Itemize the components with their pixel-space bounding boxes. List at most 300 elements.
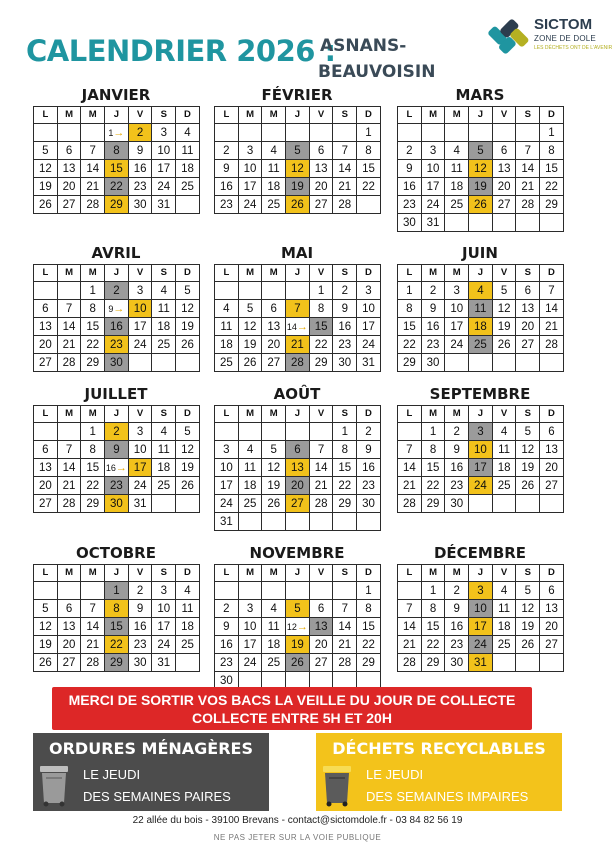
weekday-header: V (128, 107, 152, 124)
day-cell: 29 (421, 654, 445, 672)
day-cell: 7 (333, 142, 357, 160)
weekday-header: J (105, 406, 129, 423)
shift-arrow-icon: → (296, 620, 308, 633)
empty-cell (333, 124, 357, 142)
empty-cell (469, 124, 493, 142)
day-cell: 11 (492, 600, 516, 618)
day-cell: 14 (57, 459, 81, 477)
month-name: OCTOBRE (76, 544, 156, 562)
day-cell: 8 (309, 300, 333, 318)
weekday-header: D (357, 265, 381, 282)
day-cell: 7 (286, 300, 310, 318)
day-cell: 24 (128, 477, 152, 495)
recyclables-day: LE JEUDI (366, 767, 424, 782)
weekday-header: M (262, 265, 286, 282)
day-cell: 25 (262, 654, 286, 672)
day-cell: 25 (152, 477, 176, 495)
day-cell: 6 (309, 600, 333, 618)
day-cell: 17 (445, 318, 469, 336)
day-cell: 26 (262, 495, 286, 513)
day-cell: 23 (105, 336, 129, 354)
month-table (33, 564, 200, 672)
day-cell: 25 (262, 196, 286, 214)
day-cell: 31 (469, 654, 493, 672)
weekday-header: M (445, 265, 469, 282)
day-cell: 18 (445, 178, 469, 196)
day-cell: 5 (34, 600, 58, 618)
month-table (214, 405, 381, 531)
day-cell: 1 (105, 582, 129, 600)
day-cell: 27 (34, 354, 58, 372)
day-cell: 22 (357, 178, 381, 196)
day-cell: 8 (105, 142, 129, 160)
weekday-header: S (333, 565, 357, 582)
empty-cell (540, 495, 564, 513)
day-cell: 27 (309, 654, 333, 672)
day-cell: 28 (333, 654, 357, 672)
day-cell: 8 (333, 441, 357, 459)
day-cell: 21 (540, 318, 564, 336)
day-cell: 16 (128, 618, 152, 636)
logo-subtitle: ZONE DE DOLE (534, 34, 596, 43)
day-cell: 29 (81, 354, 105, 372)
day-cell: 8 (398, 300, 422, 318)
day-cell: 6 (57, 600, 81, 618)
day-cell: 28 (333, 196, 357, 214)
day-cell: 17 (152, 618, 176, 636)
day-cell: 25 (469, 336, 493, 354)
day-cell: 20 (286, 477, 310, 495)
day-cell: 2 (215, 600, 239, 618)
weekday-header: M (421, 107, 445, 124)
day-cell: 4 (469, 282, 493, 300)
day-cell: 1 (357, 124, 381, 142)
month-calendar (214, 85, 380, 214)
weekday-header: M (421, 265, 445, 282)
day-cell: 12 (34, 160, 58, 178)
empty-cell (445, 124, 469, 142)
day-cell: 23 (128, 636, 152, 654)
day-cell: 24 (152, 178, 176, 196)
empty-cell (152, 354, 176, 372)
day-cell: 15 (333, 459, 357, 477)
day-cell: 18 (238, 477, 262, 495)
empty-cell (152, 495, 176, 513)
day-cell: 30 (357, 495, 381, 513)
day-cell: 19 (516, 618, 540, 636)
day-cell: 11 (215, 318, 239, 336)
day-cell: 9 (128, 142, 152, 160)
day-cell: 22 (309, 336, 333, 354)
empty-cell (34, 582, 58, 600)
day-cell: 11 (238, 459, 262, 477)
day-cell: 1 (421, 582, 445, 600)
empty-cell (238, 582, 262, 600)
day-cell: 15 (105, 618, 129, 636)
month-table (214, 564, 381, 690)
month-table (397, 405, 564, 513)
day-cell: 2 (128, 582, 152, 600)
weekday-header: V (309, 107, 333, 124)
day-cell: 14 (333, 160, 357, 178)
day-cell: 13 (34, 459, 58, 477)
weekday-header: J (469, 265, 493, 282)
day-cell: 26 (516, 636, 540, 654)
weekday-header: L (398, 565, 422, 582)
day-cell: 31 (152, 654, 176, 672)
day-cell: 20 (57, 636, 81, 654)
day-cell: 10 (128, 441, 152, 459)
day-cell: 13 (286, 459, 310, 477)
weekday-header: M (57, 107, 81, 124)
day-cell: 21 (57, 336, 81, 354)
weekday-header: L (398, 265, 422, 282)
day-cell: 18 (152, 459, 176, 477)
day-cell: 3 (421, 142, 445, 160)
empty-cell (357, 196, 381, 214)
month-name: FÉVRIER (261, 86, 333, 104)
empty-cell (398, 423, 422, 441)
day-cell: 21 (286, 336, 310, 354)
day-cell: 8 (81, 300, 105, 318)
grey-bin-icon (37, 763, 71, 807)
weekday-header: V (128, 565, 152, 582)
day-cell: 3 (215, 441, 239, 459)
day-cell: 29 (105, 654, 129, 672)
empty-cell (262, 423, 286, 441)
empty-cell (81, 124, 105, 142)
weekday-header: D (540, 565, 564, 582)
day-cell: 25 (215, 354, 239, 372)
day-cell: 7 (333, 600, 357, 618)
weekday-header: M (262, 565, 286, 582)
day-cell: 15 (81, 318, 105, 336)
day-cell: 19 (238, 336, 262, 354)
notice-line1: MERCI DE SORTIR VOS BACS LA VEILLE DU JOUR DE COLLECTE (68, 692, 516, 708)
day-cell: 30 (445, 495, 469, 513)
day-cell: 27 (57, 196, 81, 214)
empty-cell (238, 513, 262, 531)
day-cell: 5 (176, 423, 200, 441)
shifted-day-number: 9 (108, 303, 114, 314)
weekday-header: S (516, 565, 540, 582)
empty-cell (516, 354, 540, 372)
day-cell: 18 (492, 459, 516, 477)
day-cell: 17 (152, 160, 176, 178)
day-cell: 10 (238, 160, 262, 178)
day-cell: 25 (492, 477, 516, 495)
day-cell: 16 (215, 636, 239, 654)
day-cell: 1 (421, 423, 445, 441)
shifted-day-number: 12 (286, 621, 297, 632)
day-cell: 27 (540, 477, 564, 495)
day-cell: 22 (357, 636, 381, 654)
weekday-header: L (215, 406, 239, 423)
day-cell: 30 (128, 654, 152, 672)
empty-cell (286, 513, 310, 531)
month-table (33, 405, 200, 513)
day-cell: 28 (540, 336, 564, 354)
logo-name: SICTOM (534, 16, 593, 33)
day-cell: 20 (262, 336, 286, 354)
day-cell: 13 (516, 300, 540, 318)
weekday-header: D (540, 406, 564, 423)
day-cell: 31 (215, 513, 239, 531)
day-cell: 8 (105, 600, 129, 618)
day-cell: 14 (540, 300, 564, 318)
weekday-header: D (176, 565, 200, 582)
day-cell: 23 (357, 477, 381, 495)
day-cell: 19 (176, 318, 200, 336)
day-cell: 24 (469, 477, 493, 495)
empty-cell (34, 124, 58, 142)
day-cell: 27 (540, 636, 564, 654)
weekday-header: S (152, 406, 176, 423)
day-cell: 13 (492, 160, 516, 178)
day-cell: 7 (398, 441, 422, 459)
empty-cell (516, 214, 540, 232)
day-cell: 9 (398, 160, 422, 178)
empty-cell (57, 282, 81, 300)
empty-cell (516, 495, 540, 513)
month-name: NOVEMBRE (249, 544, 345, 562)
ordures-title: ORDURES MÉNAGÈRES (49, 739, 253, 758)
empty-cell (333, 582, 357, 600)
day-cell: 28 (57, 354, 81, 372)
month-calendar (33, 384, 199, 513)
day-cell: 9 (105, 441, 129, 459)
day-cell: 10 (128, 300, 152, 318)
month-calendar (397, 543, 563, 672)
day-cell: 2 (398, 142, 422, 160)
day-cell: 24 (238, 654, 262, 672)
day-cell: 29 (81, 495, 105, 513)
day-cell: 28 (516, 196, 540, 214)
weekday-header: M (262, 406, 286, 423)
day-cell: 17 (421, 178, 445, 196)
commune-name-line2: BEAUVOISIN (318, 62, 436, 82)
day-cell: 30 (421, 354, 445, 372)
day-cell: 14 (398, 618, 422, 636)
day-cell: 30 (215, 672, 239, 690)
day-cell: 13 (57, 618, 81, 636)
day-cell: 9 (445, 441, 469, 459)
weekday-header: M (445, 406, 469, 423)
day-cell: 6 (540, 582, 564, 600)
empty-cell (176, 354, 200, 372)
day-cell: 20 (34, 336, 58, 354)
empty-cell (238, 124, 262, 142)
empty-cell (492, 124, 516, 142)
day-cell: 19 (286, 178, 310, 196)
weekday-header: M (57, 265, 81, 282)
shifted-day-cell (286, 318, 310, 336)
day-cell: 3 (445, 282, 469, 300)
day-cell: 27 (286, 495, 310, 513)
day-cell: 23 (445, 477, 469, 495)
day-cell: 18 (215, 336, 239, 354)
day-cell: 11 (152, 300, 176, 318)
weekday-header: L (34, 565, 58, 582)
day-cell: 17 (357, 318, 381, 336)
day-cell: 6 (286, 441, 310, 459)
empty-cell (215, 582, 239, 600)
month-name: AVRIL (91, 244, 141, 262)
day-cell: 12 (492, 300, 516, 318)
day-cell: 18 (176, 618, 200, 636)
day-cell: 14 (81, 160, 105, 178)
empty-cell (215, 423, 239, 441)
day-cell: 24 (445, 336, 469, 354)
shifted-day-cell (105, 459, 129, 477)
day-cell: 24 (128, 336, 152, 354)
day-cell: 5 (469, 142, 493, 160)
weekday-header: J (105, 107, 129, 124)
empty-cell (176, 495, 200, 513)
recyclables-weeks: DES SEMAINES IMPAIRES (366, 789, 529, 804)
footer-note: NE PAS JETER SUR LA VOIE PUBLIQUE (213, 833, 382, 842)
day-cell: 15 (357, 618, 381, 636)
day-cell: 14 (516, 160, 540, 178)
empty-cell (492, 654, 516, 672)
month-table (33, 106, 200, 214)
month-calendar (214, 384, 380, 531)
weekday-header: S (333, 406, 357, 423)
weekday-header: D (357, 107, 381, 124)
shifted-day-cell (105, 300, 129, 318)
sictom-logo (484, 14, 612, 62)
month-calendar (33, 543, 199, 672)
day-cell: 14 (398, 459, 422, 477)
empty-cell (469, 354, 493, 372)
month-table (397, 264, 564, 372)
empty-cell (540, 654, 564, 672)
day-cell: 8 (540, 142, 564, 160)
weekday-header: D (357, 565, 381, 582)
empty-cell (262, 513, 286, 531)
month-calendar (397, 243, 563, 372)
day-cell: 21 (81, 636, 105, 654)
day-cell: 4 (176, 582, 200, 600)
day-cell: 27 (262, 354, 286, 372)
weekday-header: M (81, 265, 105, 282)
weekday-header: M (421, 406, 445, 423)
shift-arrow-icon: → (115, 461, 127, 474)
day-cell: 11 (152, 441, 176, 459)
day-cell: 18 (152, 318, 176, 336)
day-cell: 2 (445, 423, 469, 441)
shifted-day-cell (105, 124, 129, 142)
day-cell: 3 (238, 600, 262, 618)
weekday-header: M (445, 107, 469, 124)
day-cell: 28 (309, 495, 333, 513)
day-cell: 7 (57, 300, 81, 318)
day-cell: 8 (357, 600, 381, 618)
day-cell: 18 (262, 178, 286, 196)
calendar-title: CALENDRIER 2026 : (26, 34, 336, 68)
empty-cell (540, 214, 564, 232)
day-cell: 20 (309, 178, 333, 196)
month-name: MAI (280, 244, 314, 262)
day-cell: 2 (357, 423, 381, 441)
weekday-header: V (492, 565, 516, 582)
day-cell: 17 (238, 636, 262, 654)
day-cell: 25 (176, 636, 200, 654)
day-cell: 21 (516, 178, 540, 196)
day-cell: 12 (286, 160, 310, 178)
day-cell: 12 (516, 441, 540, 459)
day-cell: 6 (262, 300, 286, 318)
day-cell: 31 (421, 214, 445, 232)
day-cell: 17 (128, 459, 152, 477)
empty-cell (176, 196, 200, 214)
weekday-header: J (469, 406, 493, 423)
day-cell: 28 (81, 196, 105, 214)
day-cell: 26 (492, 336, 516, 354)
day-cell: 24 (238, 196, 262, 214)
day-cell: 4 (152, 423, 176, 441)
day-cell: 10 (421, 160, 445, 178)
day-cell: 4 (215, 300, 239, 318)
day-cell: 26 (176, 477, 200, 495)
empty-cell (262, 124, 286, 142)
empty-cell (333, 513, 357, 531)
day-cell: 22 (81, 477, 105, 495)
empty-cell (286, 582, 310, 600)
day-cell: 29 (540, 196, 564, 214)
day-cell: 20 (540, 618, 564, 636)
day-cell: 29 (333, 495, 357, 513)
day-cell: 6 (540, 423, 564, 441)
day-cell: 16 (445, 618, 469, 636)
day-cell: 7 (516, 142, 540, 160)
day-cell: 5 (262, 441, 286, 459)
day-cell: 24 (215, 495, 239, 513)
empty-cell (357, 513, 381, 531)
day-cell: 12 (238, 318, 262, 336)
day-cell: 10 (215, 459, 239, 477)
day-cell: 31 (357, 354, 381, 372)
day-cell: 7 (398, 600, 422, 618)
weekday-header: S (152, 565, 176, 582)
logo-tagline: LES DÉCHETS ONT DE L'AVENIR (534, 45, 612, 51)
empty-cell (492, 354, 516, 372)
day-cell: 10 (469, 441, 493, 459)
day-cell: 6 (34, 441, 58, 459)
day-cell: 26 (34, 196, 58, 214)
day-cell: 12 (516, 600, 540, 618)
day-cell: 4 (176, 124, 200, 142)
day-cell: 24 (469, 636, 493, 654)
empty-cell (398, 124, 422, 142)
day-cell: 24 (152, 636, 176, 654)
weekday-header: V (492, 406, 516, 423)
day-cell: 6 (309, 142, 333, 160)
day-cell: 22 (105, 178, 129, 196)
day-cell: 7 (57, 441, 81, 459)
day-cell: 11 (262, 618, 286, 636)
day-cell: 30 (105, 495, 129, 513)
day-cell: 11 (445, 160, 469, 178)
weekday-header: J (105, 265, 129, 282)
day-cell: 25 (152, 336, 176, 354)
day-cell: 9 (333, 300, 357, 318)
day-cell: 18 (469, 318, 493, 336)
dechets-recyclables-panel (316, 733, 562, 811)
day-cell: 6 (57, 142, 81, 160)
weekday-header: D (176, 265, 200, 282)
day-cell: 28 (398, 495, 422, 513)
